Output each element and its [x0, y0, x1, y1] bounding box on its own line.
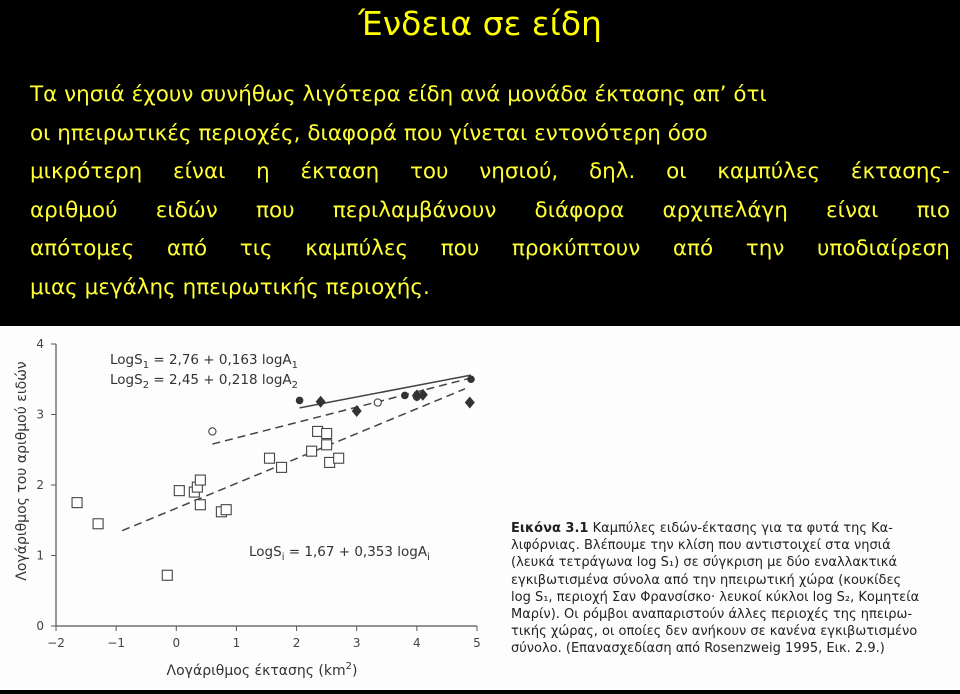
equation-logs2: LogS$_2$ = 2,45 + 0,218 logA$_2$: [110, 372, 299, 391]
caption-label: Εικόνα 3.1: [511, 521, 589, 536]
slide-body-text: [30, 76, 950, 307]
body-line-6: μιας μεγάλης ηπειρωτικής περιοχής.: [30, 274, 430, 300]
point-square-open: [93, 519, 103, 529]
body-word: έκτασης-: [850, 159, 950, 184]
point-square-open: [334, 453, 344, 463]
body-word: δηλ.: [588, 159, 636, 184]
body-word: του: [409, 159, 449, 184]
x-tick-label: 4: [413, 636, 421, 650]
body-word: η: [256, 159, 270, 184]
body-word: την: [745, 236, 785, 261]
point-square-open: [162, 570, 172, 580]
point-square-open: [277, 462, 287, 472]
x-axis-label: Λογάριθμος έκτασης $(km^2)$: [166, 661, 358, 679]
x-tick-label: −1: [107, 636, 125, 650]
axis-labels: [14, 361, 357, 679]
regression-line-logsi: [122, 389, 465, 531]
body-word: τις: [239, 236, 273, 261]
point-square-open: [195, 475, 205, 485]
point-diamond-filled: [316, 396, 326, 408]
body-word: από: [672, 236, 714, 261]
y-axis-label: Λογάριθμος του αριθμού ειδών: [14, 361, 30, 581]
body-word: που: [256, 197, 295, 223]
caption-line-1: [511, 520, 956, 537]
body-word: διάφορα: [534, 197, 625, 223]
point-square-open: [322, 440, 332, 450]
x-tick-label: 1: [232, 636, 241, 650]
equation-logs1: LogS$_1$ = 2,76 + 0,163 logA$_1$: [110, 352, 299, 371]
caption-line-3: (λευκά τετράγωνα log S₁) σε σύγκριση με δύο εναλλακτικά: [511, 555, 898, 571]
x-tick-label: 3: [352, 636, 361, 650]
point-square-open: [307, 446, 317, 456]
point-circle-filled: [296, 397, 304, 405]
point-square-open: [221, 505, 231, 515]
body-word: περιλαμβάνουν: [332, 197, 497, 223]
caption-line-5: log S₁, περιοχή Σαν Φρανσίσκο· λευκοί κύκλοι log S₂, Κομητεία: [511, 589, 920, 605]
body-word: αρχιπελάγη: [662, 197, 788, 223]
point-diamond-filled: [465, 397, 475, 409]
caption-line-1-text: Καμπύλες ειδών-έκτασης για τα φυτά της Κα-: [592, 521, 893, 536]
body-word: που: [440, 236, 480, 261]
x-tick-label: −2: [47, 636, 65, 650]
body-line-4: [30, 192, 950, 231]
body-word: αριθμού: [30, 197, 118, 223]
y-tick-label: 1: [36, 548, 44, 563]
y-tick-label: 3: [36, 407, 44, 422]
x-tick-label: 0: [172, 636, 181, 650]
body-word: είναι: [826, 197, 879, 223]
caption-line-4: εγκιβωτισμένα σύνολα από την ηπειρωτική χώρα (κουκίδες: [511, 572, 902, 588]
body-word: ειδών: [155, 197, 218, 223]
y-tick-label: 2: [36, 478, 44, 492]
body-word: από: [166, 236, 208, 261]
caption-line-8: σύνολο. (Επανασχεδίαση από Rosenzweig 1995, Εικ. 2.9.): [511, 641, 885, 657]
point-circle-open: [209, 428, 216, 435]
body-word: είναι: [173, 159, 226, 184]
point-square-open: [195, 500, 205, 510]
caption-line-6: Μαρίν). Οι ρόμβοι αναπαριστούν άλλες περιοχές της ηπειρω-: [511, 607, 913, 623]
body-word: έκταση: [300, 159, 380, 184]
equation-logsi: LogS$_i$ = 1,67 + 0,353 logA$_i$: [249, 544, 430, 563]
x-tick-label: 5: [473, 636, 481, 650]
point-square-open: [72, 498, 82, 508]
body-word: οι: [666, 159, 687, 184]
figure-caption: [511, 520, 956, 658]
caption-line-7: τικής χώρας, οι οποίες δεν ανήκουν σε κανένα εγκιβωτισμένο: [511, 624, 918, 640]
body-word: καμπύλες: [305, 236, 409, 261]
point-circle-open: [374, 399, 381, 406]
regression-line-logs1: [300, 375, 471, 408]
slide-title: Ένδεια σε είδη: [358, 4, 602, 43]
caption-line-2: λιφόρνιας. Βλέπουμε την κλίση που αντιστοιχεί στα νησιά: [511, 538, 891, 554]
point-circle-filled: [401, 392, 409, 400]
body-line-2: οι ηπειρωτικές περιοχές, διαφορά που γίνεται εντονότερη όσο: [30, 120, 708, 146]
point-square-open: [174, 486, 184, 496]
body-word: μικρότερη: [30, 159, 143, 184]
body-word: υποδιαίρεση: [816, 236, 950, 261]
y-tick-label: 0: [36, 619, 44, 633]
body-word: καμπύλες: [717, 159, 821, 184]
point-square-open: [265, 453, 275, 463]
body-line-5: [30, 230, 950, 269]
body-line-1: Τα νησιά έχουν συνήθως λιγότερα είδη ανά μονάδα έκτασης απ’ ότι: [30, 82, 767, 107]
body-word: νησιού,: [479, 159, 559, 184]
body-word: προκύπτουν: [511, 236, 641, 261]
x-tick-label: 2: [292, 636, 301, 650]
y-tick-label: 4: [36, 337, 44, 351]
point-square-open: [322, 429, 332, 439]
body-word: απότομες: [30, 236, 135, 261]
body-word: πιο: [916, 197, 950, 223]
body-line-3: [30, 153, 950, 192]
point-circle-filled: [467, 375, 475, 383]
point-diamond-filled: [352, 405, 362, 417]
